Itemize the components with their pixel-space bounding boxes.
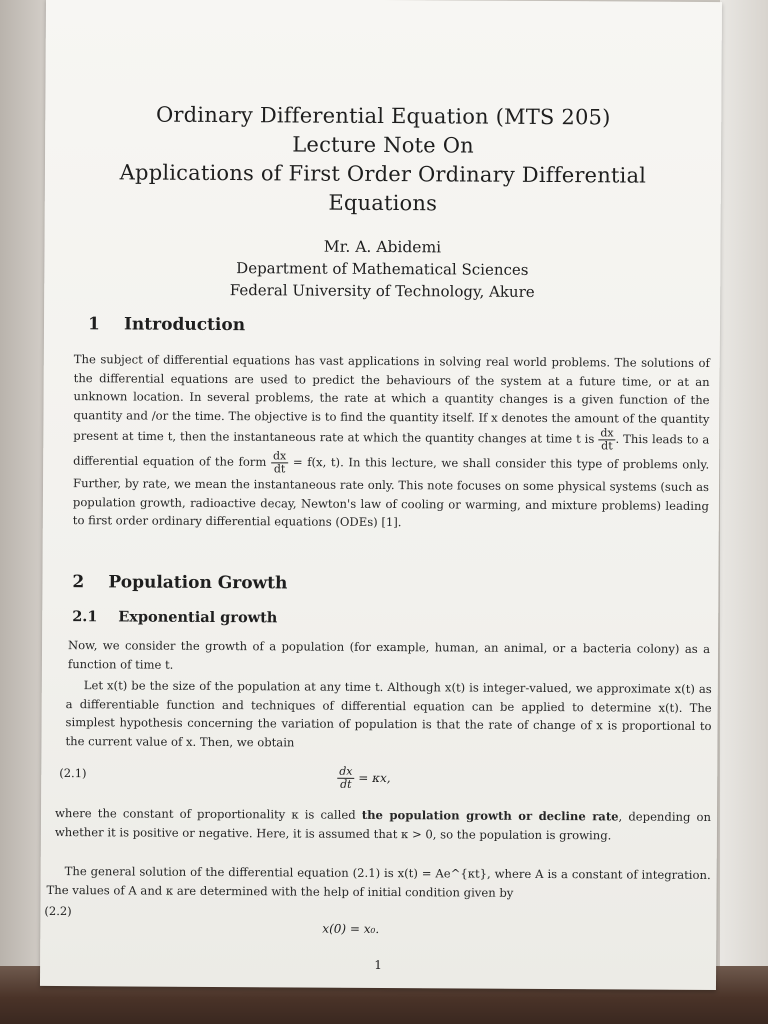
- paper-sheet: [40, 0, 722, 990]
- fraction-dx-dt-2: [271, 450, 288, 475]
- section-heading-population-growth: [72, 572, 287, 593]
- fraction-dx-dt: [598, 427, 615, 452]
- title-line-3: Applications of First Order Ordinary Differential: [119, 160, 647, 188]
- fraction-dx-dt-eq: [337, 766, 354, 791]
- fraction-numerator: dx: [337, 766, 354, 779]
- title-line-1: Ordinary Differential Equation (MTS 205): [155, 102, 611, 130]
- section-number: 2: [72, 572, 85, 593]
- para3-text-b: , depending on whether it is positive or negative. Here, it is assumed that κ > 0, so the population is growing.: [54, 809, 712, 842]
- page-number: 1: [374, 957, 382, 973]
- introduction-paragraph: [73, 350, 710, 533]
- section-heading-introduction: [88, 314, 245, 335]
- para3-text-a: where the constant of proportionality κ is called: [54, 806, 356, 822]
- fraction-denominator: dt: [340, 777, 352, 791]
- section-title: Introduction: [123, 314, 246, 336]
- subsection-number: 2.1: [72, 608, 98, 626]
- section-number: 1: [87, 314, 100, 335]
- equation-2-1: [337, 766, 391, 791]
- equation-rhs: = κx,: [358, 770, 391, 786]
- author-block: [44, 234, 720, 304]
- intro-text-b: . This leads to a differential equation of the form: [73, 431, 710, 469]
- para3-bold-term: the population growth or decline rate: [361, 807, 619, 824]
- fraction-denominator: dt: [601, 439, 613, 453]
- subsection-heading-exponential-growth: [72, 608, 277, 626]
- document-title: [45, 100, 722, 220]
- population-paragraph-3: [55, 804, 711, 845]
- section-title: Population Growth: [108, 572, 288, 594]
- title-line-2: Lecture Note On: [292, 132, 474, 158]
- author-department: Department of Mathematical Sciences: [236, 259, 529, 279]
- intro-text-c: = f(x, t). In this lecture, we shall consider this type of problems only. Further, by rate, we mean the instantaneous rate only. This note focuses on some physical systems (such as population growth, radioactive decay, Newton's law of cooling or warming, and mixture problems) leading to first order ordinary differential equations (ODEs) [1].: [72, 454, 710, 530]
- population-paragraph-1: Now, we consider the growth of a population (for example, human, an animal, or a bacteria colony) as a function of time t.: [67, 638, 711, 672]
- equation-2-2: x(0) = x₀.: [322, 921, 380, 936]
- fraction-numerator: dx: [598, 427, 615, 440]
- intro-text-a: The subject of differential equations has vast applications in solving real world problems. The solutions of the differential equations are used to predict the behaviours of the system at a future time, or at an unknown location. In several problems, the rate at which a quantity changes is a given function of the quantity and /or the time. The objective is to find the quantity itself. If x denotes the amount of the quantity present at time t, then the instantaneous rate at which the quantity changes at time t is: [73, 352, 710, 446]
- author-name: Mr. A. Abidemi: [323, 237, 442, 257]
- population-paragraph-4: The general solution of the differential equation (2.1) is x(t) = Ae^{κt}, where A is a constant of integration. The values of A and κ are determined with the help of initial condition given by: [46, 864, 711, 900]
- population-paragraph-2: Let x(t) be the size of the population at any time t. Although x(t) is integer-valued, we approximate x(t) as a differentiable function and techniques of differential equation can be applied to determine x(t). The simplest hypothesis concerning the variation of population is that the rate of change of x is proportional to the current value of x. Then, we obtain: [65, 678, 712, 749]
- fraction-numerator: dx: [271, 450, 288, 463]
- background-right-shade: [720, 0, 768, 1000]
- title-line-4: Equations: [328, 190, 438, 216]
- subsection-title: Exponential growth: [118, 608, 278, 627]
- author-institution: Federal University of Technology, Akure: [229, 281, 535, 301]
- equation-label-2-1: (2.1): [59, 766, 87, 781]
- background-left-shade: [0, 0, 46, 1000]
- fraction-denominator: dt: [273, 462, 286, 476]
- equation-label-2-2: (2.2): [44, 903, 72, 919]
